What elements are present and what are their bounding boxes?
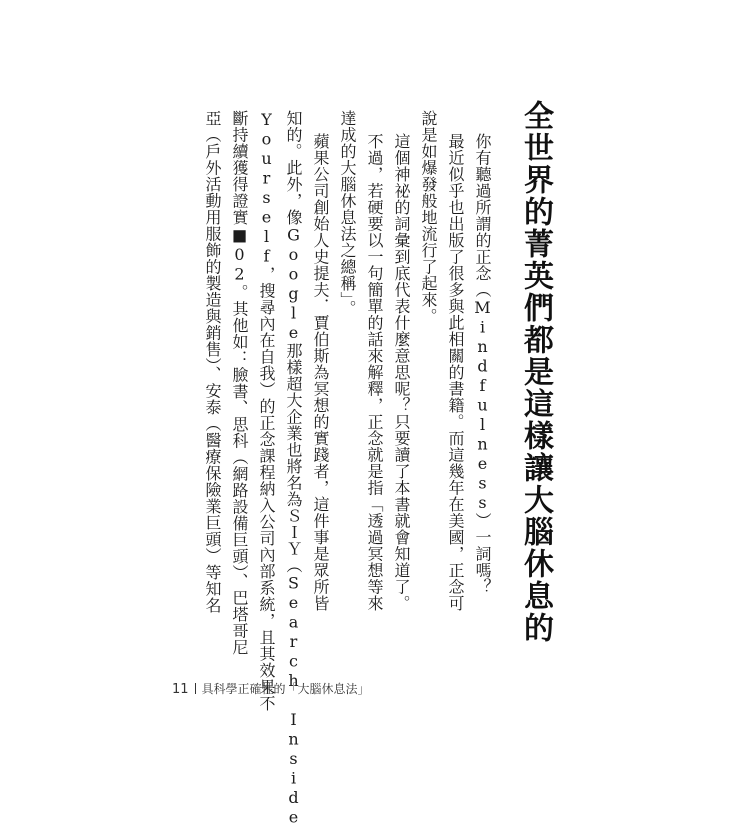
text-column-8: 知的。此外，像Google那樣超大企業也將名為ＳＩＹ（Search Inside: [284, 110, 303, 827]
text-column-4: 這個神祕的詞彙到底代表什麼意思呢？只要讀了本書就會知道了。: [392, 133, 411, 612]
text-column-9: Yourself，搜尋內在自我）的正念課程納入公司內部系統，且其效果不: [257, 110, 276, 712]
text-column-7: 蘋果公司創始人史提夫．賈伯斯為冥想的實踐者，這件事是眾所皆: [311, 133, 330, 612]
chapter-title: 全世界的菁英們都是這樣讓大腦休息的: [518, 100, 553, 644]
page-number: 11: [172, 682, 189, 697]
footer-divider: [195, 683, 196, 694]
text-column-2: 最近似乎也出版了很多與此相關的書籍。而這幾年在美國，正念可: [446, 133, 465, 612]
text-column-11: 亞（戶外活動用服飾的製造與銷售）、安泰（醫療保險業巨頭）等知名: [203, 110, 222, 614]
text-column-3: 說是如爆發般地流行了起來。: [419, 110, 438, 325]
running-title: 具科學正確性的「大腦休息法」: [201, 682, 370, 696]
text-column-10: 斷持續獲得證實■02。其他如：臉書、思科（網路設備巨頭）、巴塔哥尼: [230, 110, 249, 656]
text-column-1: 你有聽過所謂的正念（Mindfulness）一詞嗎？: [473, 133, 492, 595]
text-column-6: 達成的大腦休息法之總稱」。: [338, 110, 357, 317]
text-column-5: 不過，若硬要以一句簡單的話來解釋，正念就是指「透過冥想等來: [365, 133, 384, 612]
page-footer: [172, 680, 370, 697]
